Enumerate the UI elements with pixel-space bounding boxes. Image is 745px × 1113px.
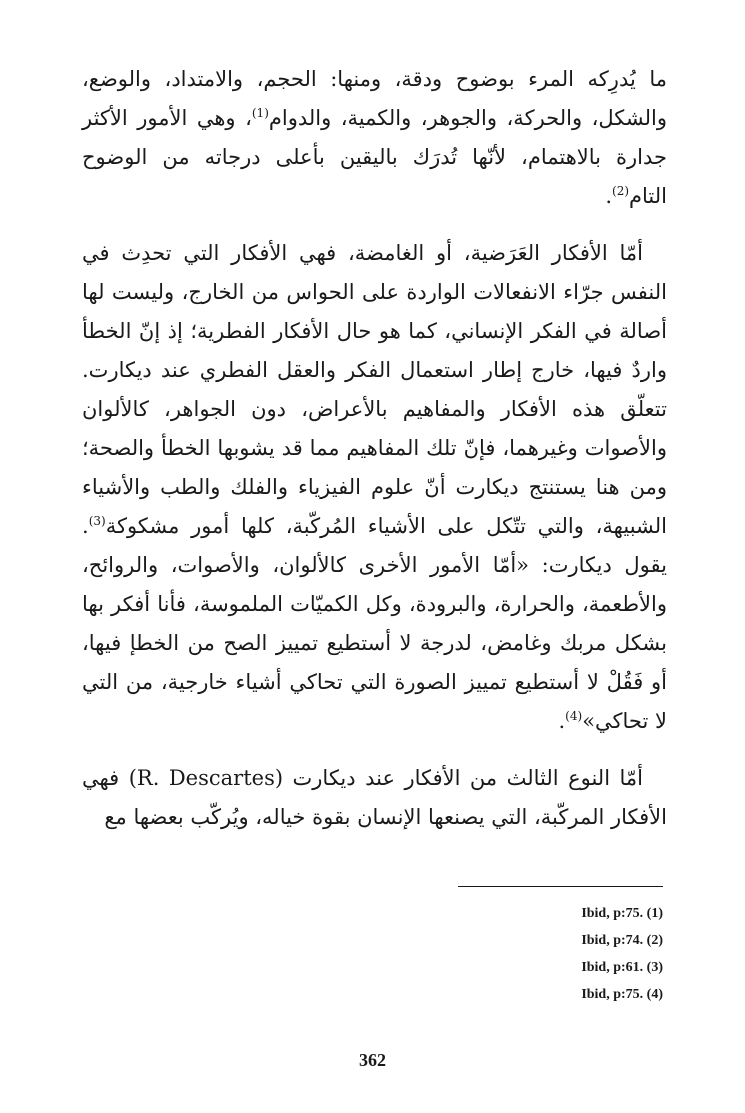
text-segment: . يقول ديكارت: «أمّا الأمور الأخرى كالألوان، والأصوات، والروائح، والأطعمة، والحرارة، والبرودة، وكل الكميّات الملموسة، فأنا أفكر بها بشكل مربك وغامض، لدرجة لا أستطيع تمييز الصح من الخطإ فيها، أو فَقُلْ لا أستطيع تمييز الصورة التي تحاكي أشياء خارجية، من التي لا تحاكي» [82, 514, 667, 733]
text-segment: . [605, 184, 612, 208]
paragraph-3 [82, 759, 667, 837]
footnote-3: Ibid, p:61. (3) [581, 960, 663, 975]
footnote-4: Ibid, p:75. (4) [581, 987, 663, 1002]
footnote-ref-3: (3) [88, 514, 106, 528]
footnote-ref-1: (1) [251, 106, 269, 120]
footnotes [581, 900, 663, 1008]
main-text [82, 60, 667, 837]
text-segment: . [558, 709, 566, 733]
paragraph-2 [82, 234, 667, 741]
text-segment: أمّا الأفكار العَرَضية، أو الغامضة، فهي الأفكار التي تحدِث في النفس جرّاء الانفعالات الواردة على الحواس من الخارج، وليست لها أصالة في الفكر الإنساني، كما هو حال الأفكار الفطرية؛ إذ إنّ الخطأ واردٌ فيها، خارج إطار استعمال الفكر والعقل الفطري عند ديكارت. تتعلّق هذه الأفكار والمفاهيم بالأعراض، دون الجواهر، كالألوان والأصوات وغيرهما، فإنّ تلك المفاهيم مما قد يشوبها الخطأ والصحة؛ ومن هنا يستنتج ديكارت أنّ علوم الفيزياء والفلك والطب والأشياء الشبيهة، والتي تتّكل على الأشياء المُركّبة، كلها أمور مشكوكة [82, 241, 667, 538]
text-segment: أمّا النوع الثالث من الأفكار عند ديكارت (R. Descartes) فهي الأفكار المركّبة، التي يصنعها الإنسان بقوة خياله، ويُركّب بعضها مع [82, 766, 667, 829]
footnote-1: Ibid, p:75. (1) [581, 906, 663, 921]
text-segment: ، وهي الأمور الأكثر جدارة بالاهتمام، لأنّها تُدرَك باليقين بأعلى درجاته من الوضوح التام [82, 106, 667, 208]
footnote-ref-2: (2) [612, 184, 630, 198]
text-segment: ما يُدرِكه المرء بوضوح ودقة، ومنها: الحجم، والامتداد، والوضع، والشكل، والحركة، والجوهر، والكمية، والدوام [82, 67, 667, 130]
footnote-2: Ibid, p:74. (2) [581, 933, 663, 948]
page-number: 362 [359, 1050, 386, 1070]
footnote-ref-4: (4) [565, 709, 583, 723]
paragraph-1 [82, 60, 667, 216]
footnote-divider [458, 886, 663, 887]
